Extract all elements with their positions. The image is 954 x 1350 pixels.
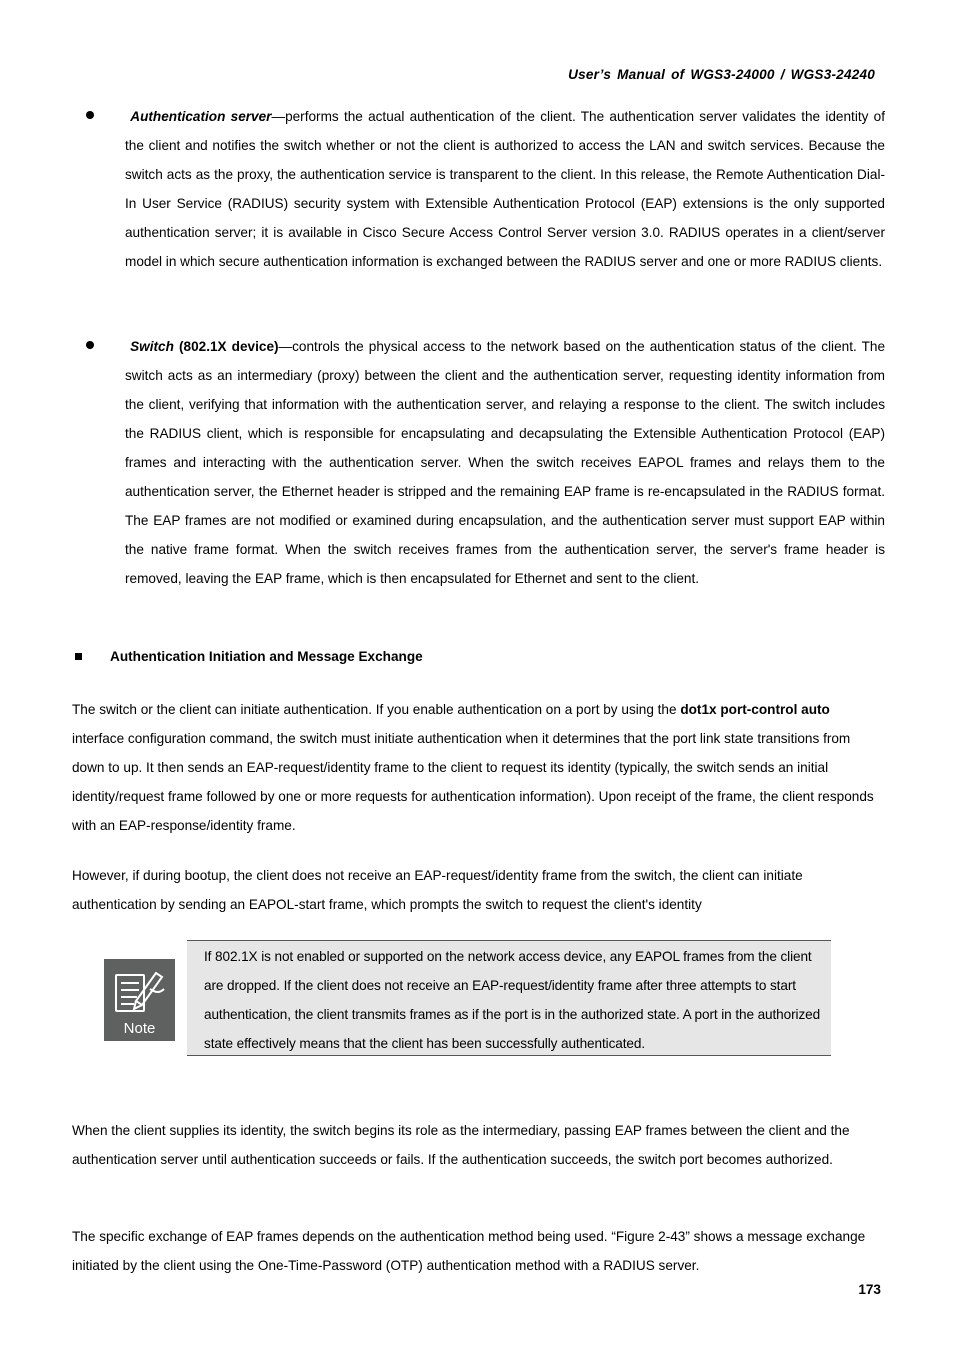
page-number: 173	[858, 1282, 881, 1297]
bullet-switch	[125, 332, 885, 593]
paragraph-initiation	[72, 695, 884, 840]
bullet-term-suffix: (802.1X device)	[173, 339, 279, 354]
bullet-term: Authentication server	[130, 109, 272, 124]
para-text: The switch or the client can initiate authentication. If you enable authentication on a port by using the	[72, 702, 681, 717]
square-bullet	[75, 653, 82, 660]
bullet-text: —controls the physical access to the network based on the authentication status of the client. The switch acts as an intermediary (proxy) between the client and the authentication server, requesting identity information from the client, verifying that information with the authentication server, and relaying a response to the client. The switch includes the RADIUS client, which is responsible for encapsulating and decapsulating the Extensible Authentication Protocol (EAP) frames and interacting with the authentication server. When the switch receives EAPOL frames and relays them to the authentication server, the Ethernet header is stripped and the remaining EAP frame is re-encapsulated in the RADIUS format. The EAP frames are not modified or examined during encapsulation, and the authentication server must support EAP within the native frame format. When the switch receives frames from the authentication server, the server's frame header is removed, leaving the EAP frame, which is then encapsulated for Ethernet and sent to the client.	[125, 339, 886, 586]
note-text: If 802.1X is not enabled or supported on the network access device, any EAPOL frames from the client are dropped. If the client does not receive an EAP-request/identity frame after three attempts to start authentication, the client transmits frames as if the port is in the authorized state. A port in the authorized state effectively means that the client has been successfully authenticated.	[204, 949, 821, 1051]
note-box	[187, 940, 831, 1056]
note-icon	[104, 959, 175, 1041]
para-text: interface configuration command, the switch must initiate authentication when it determines that the port link state transitions from down to up. It then sends an EAP-request/identity frame to the client to request its identity (typically, the switch sends an initial identity/request frame followed by one or more requests for authentication information). Upon receipt of the frame, the client responds with an EAP-response/identity frame.	[72, 731, 874, 833]
bullet-dot	[86, 111, 94, 119]
paragraph-bootup: However, if during bootup, the client does not receive an EAP-request/identity frame from the switch, the client can initiate authentication by sending an EAPOL-start frame, which prompts the switch to request the client's identity	[72, 868, 803, 912]
bullet-dot	[86, 341, 94, 349]
manual-header: User’s Manual of WGS3-24000 / WGS3-24240	[568, 67, 875, 82]
paragraph-intermediary: When the client supplies its identity, the switch begins its role as the intermediary, passing EAP frames between the client and the authentication server until authentication succeeds or fails. If the authentication succeeds, the switch port becomes authorized.	[72, 1123, 850, 1167]
paragraph-exchange: The specific exchange of EAP frames depends on the authentication method being used. “Figure 2-43” shows a message exchange initiated by the client using the One-Time-Password (OTP) authentication method with a RADIUS server.	[72, 1229, 866, 1273]
bullet-authentication-server	[125, 102, 885, 276]
note-icon-label: Note	[123, 1020, 156, 1037]
bullet-text: —performs the actual authentication of the client. The authentication server validates the identity of the client and notifies the switch whether or not the client is authorized to access the LAN and switch services. Because the switch acts as the proxy, the authentication service is transparent to the client. In this release, the Remote Authentication Dial-In User Service (RADIUS) security system with Extensible Authentication Protocol (EAP) extensions is the only supported authentication server; it is available in Cisco Secure Access Control Server version 3.0. RADIUS operates in a client/server model in which secure authentication information is exchanged between the RADIUS server and one or more RADIUS clients.	[125, 109, 885, 269]
section-heading: Authentication Initiation and Message Exchange	[110, 649, 423, 664]
bullet-term: Switch	[130, 339, 174, 354]
command-text: dot1x port-control auto	[680, 702, 830, 717]
